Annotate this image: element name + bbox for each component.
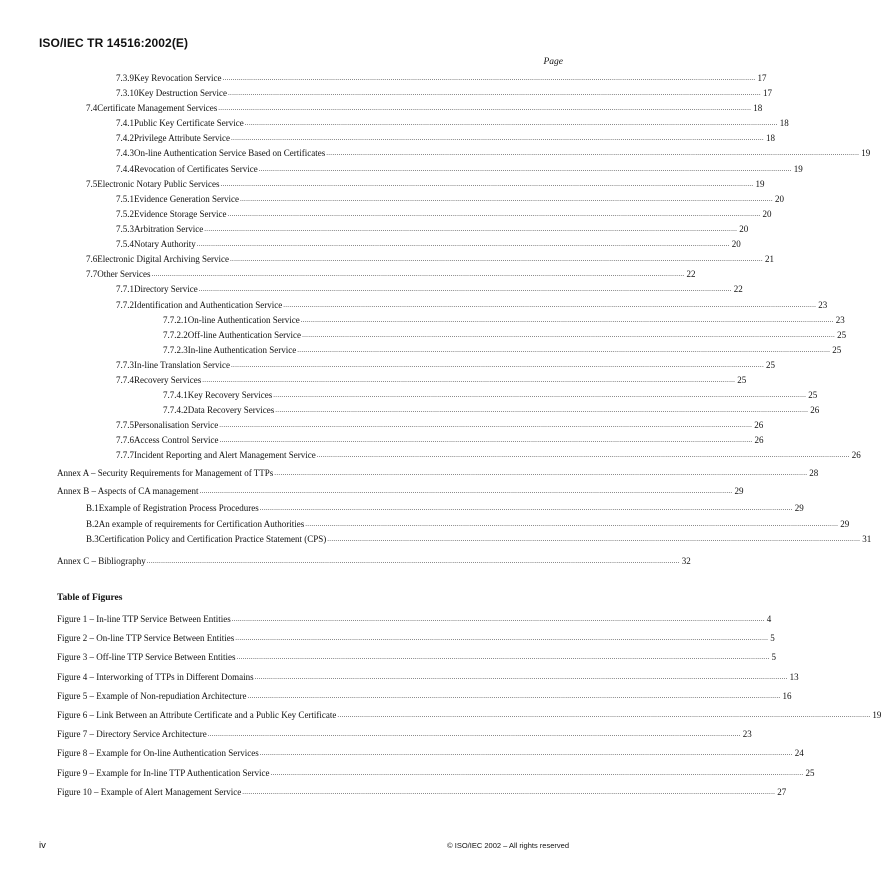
toc-entry-number: 7.5.1 <box>116 194 134 204</box>
toc-entry-title: On-line Authentication Service Based on Certificates <box>134 148 326 158</box>
toc-entry-number: 7.4 <box>86 103 98 113</box>
toc-entry-page: 26 <box>754 420 764 430</box>
toc-entry-title: Data Recovery Services <box>187 405 275 415</box>
toc-entry[interactable] <box>57 466 819 478</box>
toc-entry[interactable] <box>116 418 764 430</box>
figure-entry[interactable] <box>57 785 787 797</box>
dot-leader: .................................................................................................................................................................................................................................................................... <box>227 210 761 218</box>
toc-entry[interactable] <box>116 86 772 98</box>
toc-entry[interactable] <box>86 532 872 544</box>
dot-leader: .................................................................................................................................................................................................................................................................... <box>273 391 807 399</box>
toc-entry-page: 22 <box>686 269 696 279</box>
dot-leader: .................................................................................................................................................................................................................................................................... <box>327 535 861 543</box>
toc-entry-title: Privilege Attribute Service <box>134 133 230 143</box>
toc-entry-page: 22 <box>733 284 743 294</box>
toc-entry-title: Personalisation Service <box>134 420 219 430</box>
toc-entry[interactable] <box>163 328 847 340</box>
toc-entry-number: 7.5 <box>86 179 98 189</box>
toc-entry[interactable] <box>116 71 767 83</box>
toc-entry-page: 26 <box>851 450 861 460</box>
figure-entry-title: Figure 9 – Example for In-line TTP Authentication Service <box>57 768 270 778</box>
toc-entry-title: Certificate Management Services <box>97 103 218 113</box>
toc-entry-page: 19 <box>755 179 765 189</box>
toc-entry-number: 7.7.3 <box>116 360 134 370</box>
toc-entry-number: 7.5.4 <box>116 239 134 249</box>
toc-entry-title: Access Control Service <box>134 435 219 445</box>
dot-leader: .................................................................................................................................................................................................................................................................... <box>254 673 788 681</box>
figure-entry-title: Figure 3 – Off-line TTP Service Between Entities <box>57 652 236 662</box>
toc-entry-page: 20 <box>774 194 784 204</box>
dot-leader: .................................................................................................................................................................................................................................................................... <box>202 376 736 384</box>
figure-entry-title: Figure 6 – Link Between an Attribute Certificate and a Public Key Certificate <box>57 710 337 720</box>
toc-entry-title: Annex C – Bibliography <box>57 556 146 566</box>
dot-leader: .................................................................................................................................................................................................................................................................... <box>196 240 730 248</box>
figure-entry-page: 27 <box>777 787 787 797</box>
toc-entry[interactable] <box>163 403 820 415</box>
toc-entry-number: B.3 <box>86 534 99 544</box>
toc-entry-title: Public Key Certificate Service <box>134 118 244 128</box>
toc-entry[interactable] <box>116 448 861 460</box>
figure-entry-title: Figure 4 – Interworking of TTPs in Different Domains <box>57 672 254 682</box>
toc-entry-number: 7.7.4 <box>116 375 134 385</box>
toc-entry[interactable] <box>116 192 784 204</box>
dot-leader: .................................................................................................................................................................................................................................................................... <box>259 504 793 512</box>
dot-leader: .................................................................................................................................................................................................................................................................... <box>300 316 834 324</box>
dot-leader: .................................................................................................................................................................................................................................................................... <box>220 180 754 188</box>
toc-entry-number: B.2 <box>86 519 99 529</box>
figure-entry-page: 4 <box>766 614 772 624</box>
toc-entry-title: Recovery Services <box>134 375 202 385</box>
toc-entry-title: Key Destruction Service <box>138 88 227 98</box>
toc-entry-page: 31 <box>862 534 872 544</box>
toc-entry-page: 18 <box>779 118 789 128</box>
figure-entry[interactable] <box>57 612 772 624</box>
toc-entry-title: Revocation of Certificates Service <box>134 164 258 174</box>
figure-entry[interactable] <box>57 708 881 720</box>
figure-entry-title: Figure 7 – Directory Service Architecture <box>57 729 207 739</box>
toc-entry-number: 7.7.5 <box>116 420 134 430</box>
toc-entry[interactable] <box>57 484 744 496</box>
dot-leader: .................................................................................................................................................................................................................................................................... <box>231 361 764 369</box>
toc-entry-page: 19 <box>861 148 871 158</box>
toc-entry-page: 23 <box>818 300 828 310</box>
dot-leader: .................................................................................................................................................................................................................................................................... <box>146 557 680 565</box>
toc-entry-title: Directory Service <box>134 284 198 294</box>
toc-entry-title: Electronic Notary Public Services <box>97 179 220 189</box>
toc-entry-page: 29 <box>840 519 850 529</box>
toc-entry[interactable] <box>86 252 774 264</box>
toc-entry-title: In-line Authentication Service <box>187 345 297 355</box>
page-column-label: Page <box>543 57 563 67</box>
dot-leader: .................................................................................................................................................................................................................................................................... <box>219 421 753 429</box>
toc-entry-number: B.1 <box>86 503 99 513</box>
toc-entry-page: 25 <box>766 360 775 370</box>
toc-entry-title: Example of Registration Process Procedures <box>98 503 259 513</box>
toc-entry-page: 25 <box>832 345 842 355</box>
dot-leader: .................................................................................................................................................................................................................................................................... <box>270 769 804 777</box>
toc-entry[interactable] <box>57 554 691 566</box>
dot-leader: .................................................................................................................................................................................................................................................................... <box>326 149 860 157</box>
figure-entry-title: Figure 8 – Example for On-line Authentication Services <box>57 748 259 758</box>
figure-entry[interactable] <box>57 746 804 758</box>
dot-leader: .................................................................................................................................................................................................................................................................... <box>305 520 839 528</box>
dot-leader: .................................................................................................................................................................................................................................................................... <box>207 730 741 738</box>
toc-entry-number: 7.7.2.1 <box>163 315 188 325</box>
toc-entry-title: Key Revocation Service <box>134 73 222 83</box>
toc-entry-page: 17 <box>762 88 772 98</box>
toc-entry-number: 7.7.7 <box>116 450 134 460</box>
toc-entry-page: 32 <box>681 556 691 566</box>
dot-leader: .................................................................................................................................................................................................................................................................... <box>227 89 761 97</box>
toc-entry[interactable] <box>116 358 775 370</box>
figure-entry-page: 25 <box>805 768 815 778</box>
toc-entry[interactable] <box>86 267 696 279</box>
dot-leader: .................................................................................................................................................................................................................................................................... <box>204 225 738 233</box>
dot-leader: .................................................................................................................................................................................................................................................................... <box>235 634 769 642</box>
figure-entry-page: 5 <box>771 652 777 662</box>
toc-entry-number: 7.4.1 <box>116 118 134 128</box>
dot-leader: .................................................................................................................................................................................................................................................................... <box>222 74 756 82</box>
toc-entry-title: On-line Authentication Service <box>187 315 300 325</box>
toc-entry-page: 20 <box>731 239 741 249</box>
toc-entry-title: In-line Translation Service <box>134 360 230 370</box>
toc-entry[interactable] <box>86 101 763 113</box>
dot-leader: .................................................................................................................................................................................................................................................................... <box>258 165 792 173</box>
figures-heading: Table of Figures <box>57 593 123 603</box>
dot-leader: .................................................................................................................................................................................................................................................................... <box>337 711 871 719</box>
dot-leader: .................................................................................................................................................................................................................................................................... <box>218 104 752 112</box>
toc-entry-title: Identification and Authentication Service <box>134 300 283 310</box>
figure-entry-page: 16 <box>782 691 792 701</box>
toc-entry-page: 18 <box>753 103 763 113</box>
toc-entry-page: 20 <box>739 224 749 234</box>
figure-entry-title: Figure 5 – Example of Non-repudiation Architecture <box>57 691 247 701</box>
toc-entry[interactable] <box>163 343 842 355</box>
toc-entry-title: Arbitration Service <box>134 224 204 234</box>
toc-entry-number: 7.7 <box>86 269 98 279</box>
toc-entry-page: 19 <box>793 164 803 174</box>
toc-entry-title: Other Services <box>97 269 151 279</box>
toc-entry-page: 25 <box>837 330 847 340</box>
footer-copyright: © ISO/IEC 2002 – All rights reserved <box>447 841 569 850</box>
toc-entry-number: 7.7.4.2 <box>163 405 188 415</box>
toc-entry-number: 7.7.1 <box>116 284 134 294</box>
dot-leader: .................................................................................................................................................................................................................................................................... <box>239 195 773 203</box>
dot-leader: .................................................................................................................................................................................................................................................................... <box>259 749 793 757</box>
toc-entry[interactable] <box>86 517 850 529</box>
toc-entry[interactable] <box>163 388 818 400</box>
footer-page-number: iv <box>39 840 46 851</box>
toc-entry-title: Annex B – Aspects of CA management <box>57 486 199 496</box>
dot-leader: .................................................................................................................................................................................................................................................................... <box>229 255 763 263</box>
figure-entry-title: Figure 1 – In-line TTP Service Between Entities <box>57 614 231 624</box>
toc-entry-page: 26 <box>810 405 820 415</box>
toc-entry-number: 7.5.2 <box>116 209 134 219</box>
toc-entry-page: 23 <box>835 315 845 325</box>
toc-entry[interactable] <box>86 177 765 189</box>
toc-entry[interactable] <box>116 282 743 294</box>
figure-entry-page: 23 <box>742 729 752 739</box>
toc-entry-title: Evidence Generation Service <box>134 194 239 204</box>
dot-leader: .................................................................................................................................................................................................................................................................... <box>302 331 836 339</box>
figure-entry[interactable] <box>57 650 777 662</box>
toc-entry-page: 29 <box>794 503 804 513</box>
dot-leader: .................................................................................................................................................................................................................................................................... <box>244 119 778 127</box>
toc-entry-number: 7.4.4 <box>116 164 134 174</box>
dot-leader: .................................................................................................................................................................................................................................................................... <box>231 615 765 623</box>
toc-entry-page: 20 <box>762 209 772 219</box>
toc-entry-number: 7.3.9 <box>116 73 134 83</box>
dot-leader: .................................................................................................................................................................................................................................................................... <box>242 788 776 796</box>
figure-entry-title: Figure 10 – Example of Alert Management Service <box>57 787 242 797</box>
toc-entry-number: 7.7.2.2 <box>163 330 188 340</box>
toc-entry-page: 29 <box>734 486 744 496</box>
toc-entry-number: 7.7.6 <box>116 435 134 445</box>
toc-entry-page: 26 <box>754 435 764 445</box>
toc-entry-number: 7.7.4.1 <box>163 390 188 400</box>
toc-entry-number: 7.5.3 <box>116 224 134 234</box>
figure-entry[interactable] <box>57 727 752 739</box>
toc-entry-page: 18 <box>765 133 775 143</box>
toc-entry[interactable] <box>116 222 749 234</box>
toc-entry[interactable] <box>86 501 804 513</box>
toc-entry-title: Annex A – Security Requirements for Management of TTPs <box>57 468 274 478</box>
toc-entry-title: Certification Policy and Certification Practice Statement (CPS) <box>98 534 327 544</box>
dot-leader: .................................................................................................................................................................................................................................................................... <box>316 451 850 459</box>
figure-entry-page: 5 <box>770 633 775 643</box>
toc-entry-page: 25 <box>808 390 818 400</box>
toc-entry[interactable] <box>116 116 789 128</box>
toc-entry[interactable] <box>116 298 828 310</box>
dot-leader: .................................................................................................................................................................................................................................................................... <box>236 653 770 661</box>
dot-leader: .................................................................................................................................................................................................................................................................... <box>198 285 732 293</box>
figure-entry-page: 19 <box>872 710 881 720</box>
toc-entry[interactable] <box>116 237 741 249</box>
figure-entry[interactable] <box>57 631 775 643</box>
toc-entry-title: Evidence Storage Service <box>134 209 227 219</box>
toc-entry[interactable] <box>163 313 845 325</box>
document-header: ISO/IEC TR 14516:2002(E) <box>39 36 189 50</box>
toc-entry-number: 7.3.10 <box>116 88 139 98</box>
toc-entry-title: Key Recovery Services <box>187 390 273 400</box>
toc-entry[interactable] <box>116 207 772 219</box>
dot-leader: .................................................................................................................................................................................................................................................................... <box>297 346 831 354</box>
toc-entry-title: Notary Authority <box>134 239 196 249</box>
toc-entry-page: 28 <box>809 468 819 478</box>
figure-entry-page: 24 <box>794 748 804 758</box>
dot-leader: .................................................................................................................................................................................................................................................................... <box>151 270 685 278</box>
toc-entry-number: 7.6 <box>86 254 98 264</box>
toc-entry-number: 7.4.3 <box>116 148 134 158</box>
toc-entry[interactable] <box>116 131 775 143</box>
toc-entry-page: 21 <box>764 254 774 264</box>
dot-leader: .................................................................................................................................................................................................................................................................... <box>219 436 753 444</box>
toc-entry[interactable] <box>116 146 871 158</box>
toc-entry-title: Off-line Authentication Service <box>187 330 302 340</box>
toc-entry-page: 25 <box>737 375 747 385</box>
dot-leader: .................................................................................................................................................................................................................................................................... <box>247 692 781 700</box>
dot-leader: .................................................................................................................................................................................................................................................................... <box>274 469 808 477</box>
figure-entry-page: 13 <box>789 672 799 682</box>
toc-entry[interactable] <box>116 162 803 174</box>
figure-entry[interactable] <box>57 670 799 682</box>
toc-entry-number: 7.4.2 <box>116 133 134 143</box>
dot-leader: .................................................................................................................................................................................................................................................................... <box>275 406 809 414</box>
toc-entry[interactable] <box>116 373 747 385</box>
toc-entry-title: Incident Reporting and Alert Management Service <box>134 450 316 460</box>
dot-leader: .................................................................................................................................................................................................................................................................... <box>199 487 733 495</box>
toc-entry-page: 17 <box>757 73 767 83</box>
figure-entry[interactable] <box>57 766 815 778</box>
figure-entry[interactable] <box>57 689 792 701</box>
toc-entry-number: 7.7.2.3 <box>163 345 188 355</box>
toc-entry-number: 7.7.2 <box>116 300 134 310</box>
toc-entry[interactable] <box>116 433 764 445</box>
figure-entry-title: Figure 2 – On-line TTP Service Between Entities <box>57 633 235 643</box>
toc-entry-title: Electronic Digital Archiving Service <box>97 254 229 264</box>
toc-entry-title: An example of requirements for Certification Authorities <box>98 519 305 529</box>
dot-leader: .................................................................................................................................................................................................................................................................... <box>230 134 764 142</box>
dot-leader: .................................................................................................................................................................................................................................................................... <box>283 301 817 309</box>
